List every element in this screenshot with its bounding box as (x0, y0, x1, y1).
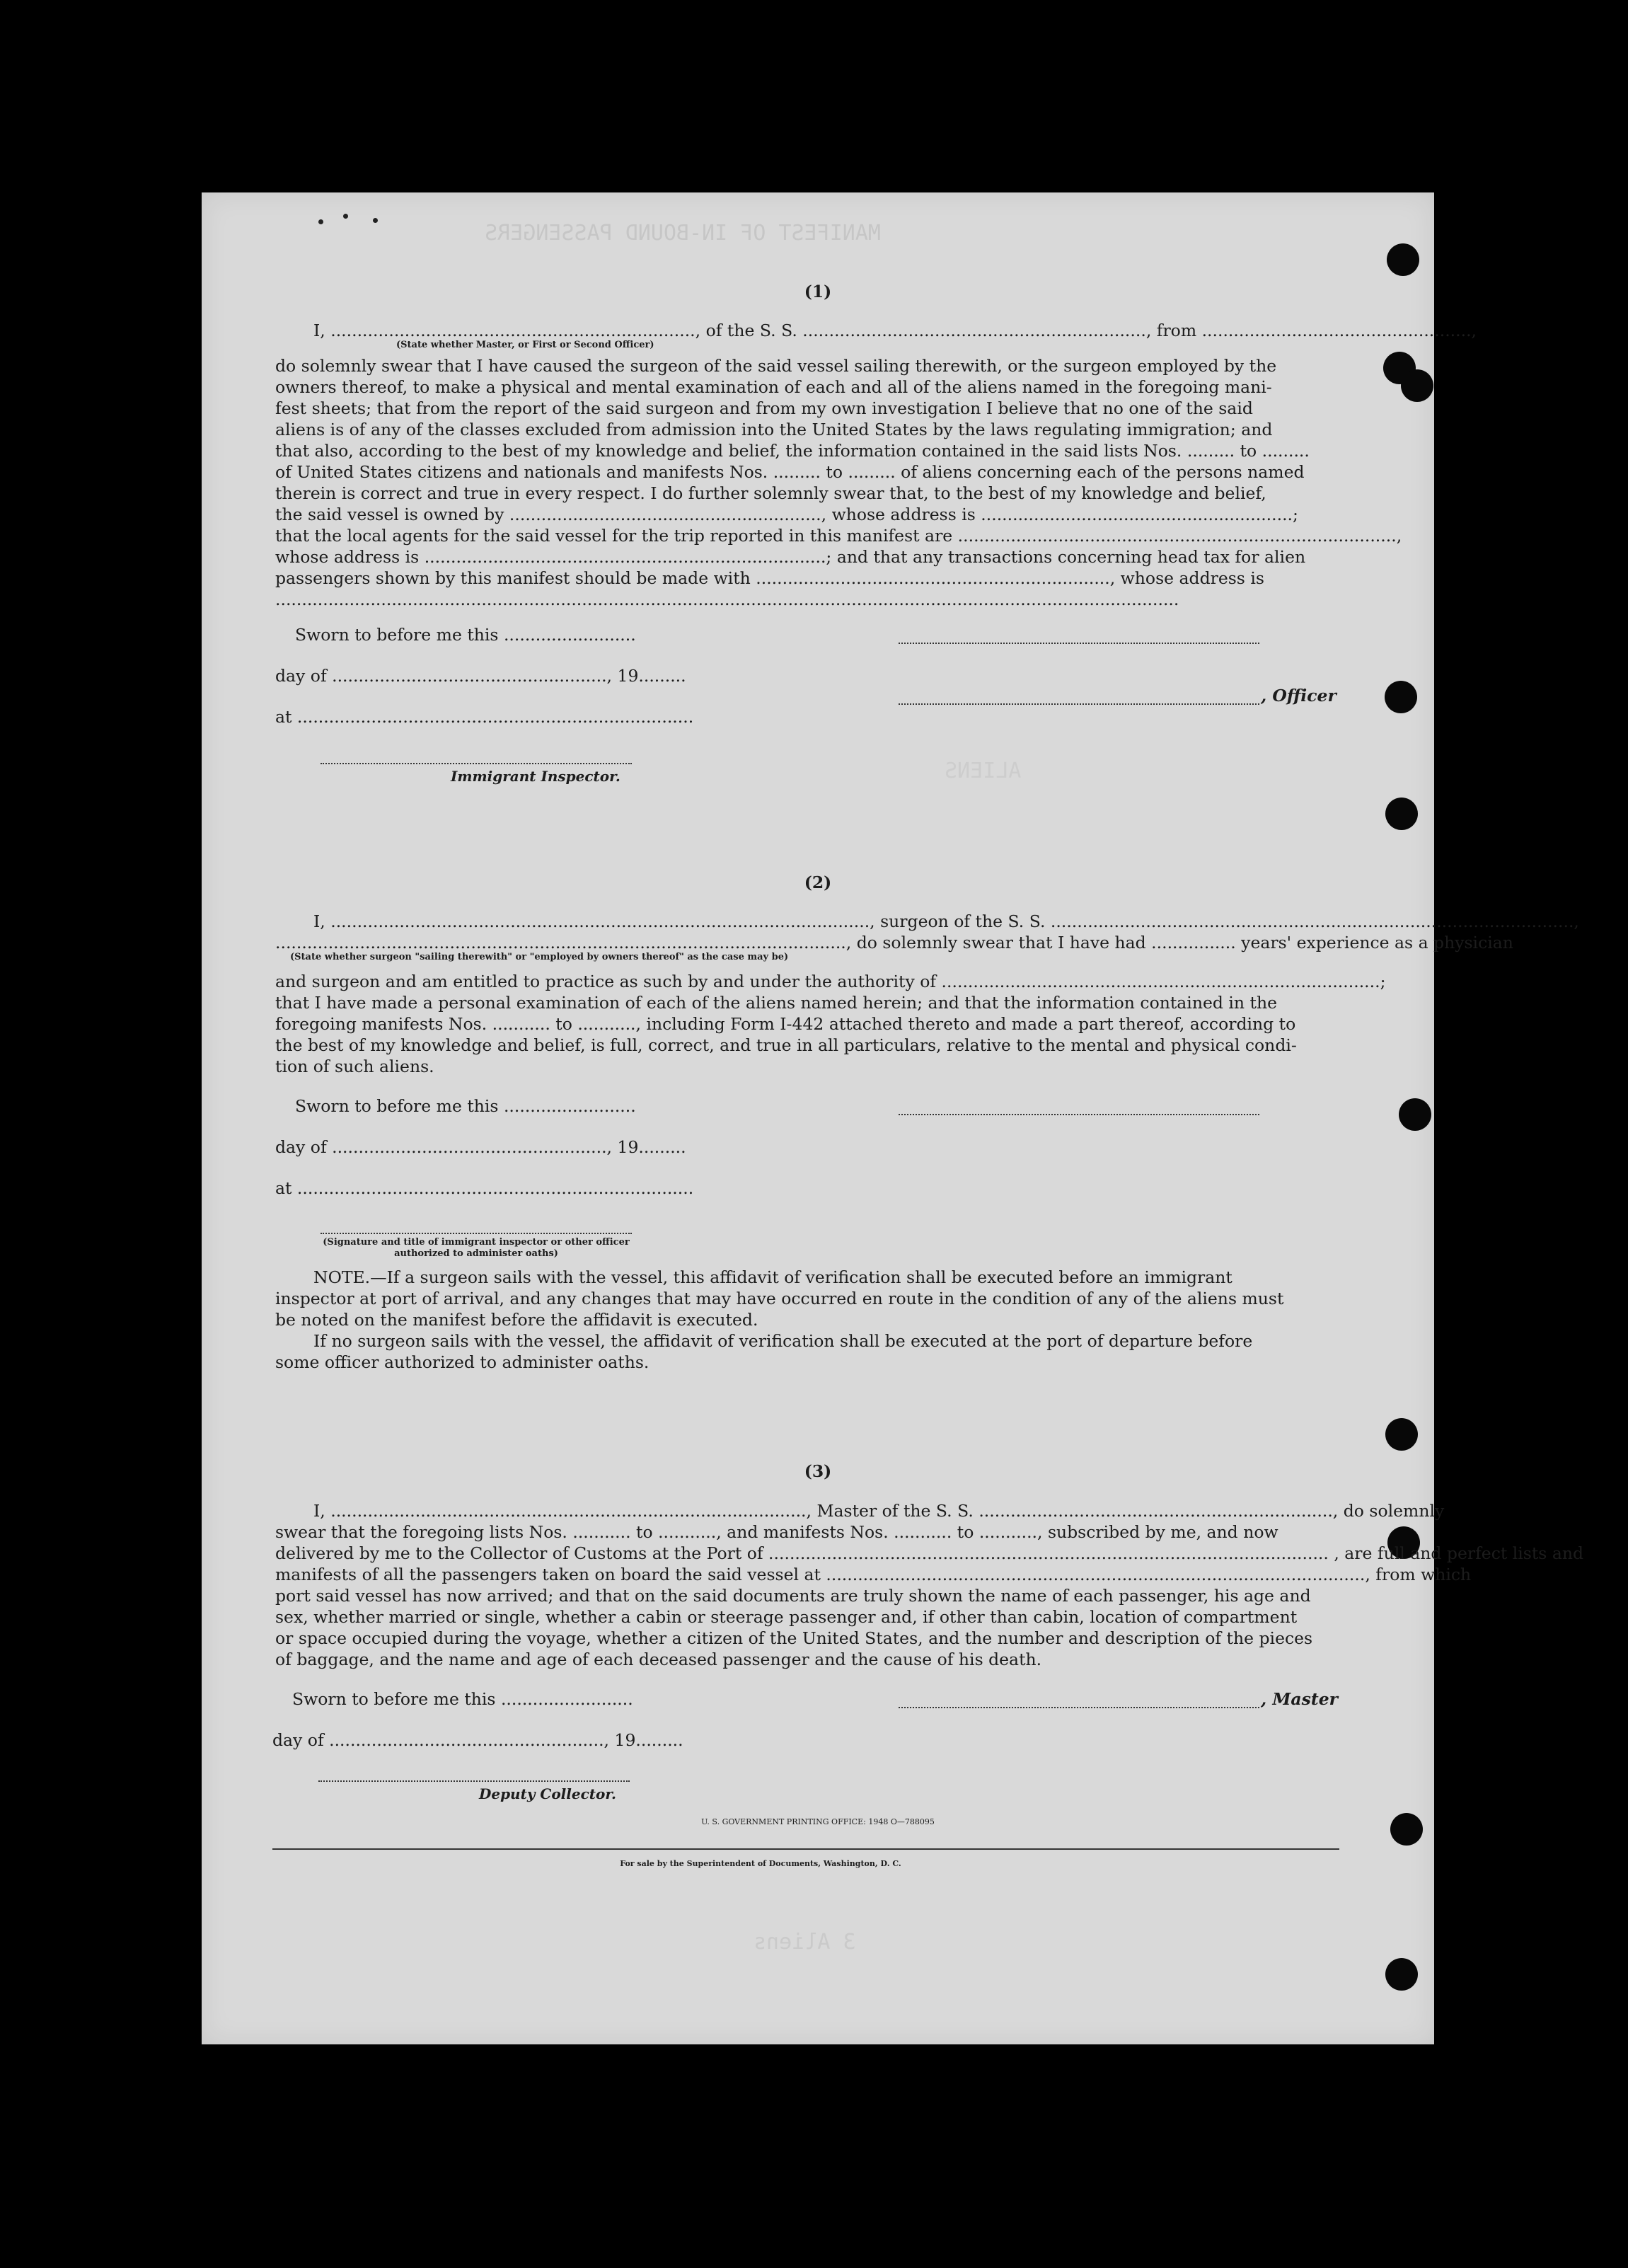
section-1-line: aliens is of any of the classes excluded from admission into the United States by the laws regulating immigration; and (275, 420, 1273, 439)
section-2-line: that I have made a personal examination of each of the aliens named herein; and that the information contained in the (275, 993, 1277, 1013)
note-line: be noted on the manifest before the affidavit is executed. (275, 1310, 758, 1330)
day-line: day of ...................................................., 19......... (272, 1730, 683, 1750)
sworn-line: Sworn to before me this ......................... (292, 1689, 633, 1709)
officer-signature-line (899, 703, 1259, 705)
note-line: NOTE.—If a surgeon sails with the vessel, this affidavit of verification shall be executed before an immigrant (313, 1267, 1232, 1287)
section-1-line: whose address is ............................................................................; and that any transactions concerning head tax for alien (275, 547, 1306, 567)
at-line: at ........................................................................... (275, 1178, 694, 1198)
section-1-line: fest sheets; that from the report of the said surgeon and from my own investigation I believe that no one of the said (275, 398, 1253, 418)
punch-hole (1387, 243, 1419, 276)
bleed-through-text: 3 Aliens (754, 1930, 856, 1955)
day-line: day of ...................................................., 19......... (275, 666, 686, 686)
section-3-number: (3) (804, 1461, 832, 1481)
section-3-line: delivered by me to the Collector of Customs at the Port of .......................................................................................................... , are full and perfect lists and (275, 1543, 1584, 1563)
section-1-line: I, ....................................................................., of the S. S. ................................................................., from ..................................................., (313, 321, 1477, 340)
section-1-line: passengers shown by this manifest should be made with ..................................................................., whose address is (275, 568, 1264, 588)
signature-line (899, 643, 1259, 644)
punch-hole (1385, 681, 1417, 713)
section-2-line: tion of such aliens. (275, 1057, 434, 1076)
surgeon-signature-line (899, 1114, 1259, 1115)
inspector-signature-line (321, 1233, 632, 1234)
punch-hole (1399, 1098, 1431, 1131)
collector-signature-line (318, 1780, 630, 1782)
note-line: inspector at port of arrival, and any changes that may have occurred en route in the condition of any of the aliens must (275, 1289, 1284, 1308)
section-2-line: I, ......................................................................................................, surgeon of the S. S. ..................................................................................................., (313, 911, 1579, 931)
master-signature-line (899, 1707, 1259, 1708)
bleed-through-text: ALIENS (945, 759, 1022, 783)
sworn-line: Sworn to before me this ......................... (295, 625, 636, 645)
day-line: day of ...................................................., 19......... (275, 1137, 686, 1157)
inspector-caption: Immigrant Inspector. (451, 768, 620, 785)
ink-speck (343, 214, 348, 219)
section-1-line: do solemnly swear that I have caused the surgeon of the said vessel sailing therewith, or the surgeon employed by the (275, 356, 1277, 376)
section-3-line: port said vessel has now arrived; and that on the said documents are truly shown the name of each passenger, his age and (275, 1586, 1311, 1606)
section-3-line: of baggage, and the name and age of each deceased passenger and the cause of his death. (275, 1650, 1042, 1669)
punch-hole (1401, 369, 1433, 402)
section-2-line: foregoing manifests Nos. ........... to ..........., including Form I-442 attached thereto and made a part thereof, according to (275, 1014, 1296, 1034)
section-1-line: that the local agents for the said vessel for the trip reported in this manifest are ..................................................................................., (275, 526, 1402, 546)
section-1-line: therein is correct and true in every respect. I do further solemnly swear that, to the best of my knowledge and belief, (275, 483, 1266, 503)
note-line: If no surgeon sails with the vessel, the affidavit of verification shall be executed at the port of departure before (313, 1331, 1253, 1351)
section-3-line: or space occupied during the voyage, whether a citizen of the United States, and the number and description of the pieces (275, 1628, 1313, 1648)
section-2-line: the best of my knowledge and belief, is full, correct, and true in all particulars, relative to the mental and physical condi- (275, 1035, 1297, 1055)
punch-hole (1385, 1418, 1418, 1451)
printing-office-imprint: U. S. GOVERNMENT PRINTING OFFICE: 1948 O—788095 (701, 1817, 935, 1826)
inspector-signature-line (321, 763, 632, 764)
section-3-line: swear that the foregoing lists Nos. ........... to ..........., and manifests Nos. ........... to ..........., subscribed by me, and now (275, 1522, 1278, 1542)
master-caption-label: , Master (1261, 1689, 1339, 1709)
section-1-line: of United States citizens and nationals and manifests Nos. ......... to ......... of aliens concerning each of the persons named (275, 462, 1305, 482)
note-line: some officer authorized to administer oaths. (275, 1352, 650, 1372)
section-3-line: sex, whether married or single, whether a cabin or steerage passenger and, if other than cabin, location of compartment (275, 1607, 1298, 1627)
inspector-caption: (Signature and title of immigrant inspector or other officer authorized to administer oaths) (323, 1237, 630, 1259)
ink-speck (318, 219, 323, 224)
punch-hole (1385, 1958, 1418, 1991)
section-1-number: (1) (804, 282, 832, 301)
ink-speck (373, 218, 378, 223)
section-2-line: and surgeon and am entitled to practice as such by and under the authority of ...................................................................................; (275, 972, 1386, 991)
section-3-line: manifests of all the passengers taken on board the said vessel at ......................................................................................................, from which (275, 1565, 1472, 1584)
section-1-line: that also, according to the best of my knowledge and belief, the information contained in the said lists Nos. ......... to ......... (275, 441, 1310, 461)
section-1-line: owners thereof, to make a physical and mental examination of each and all of the aliens named in the foregoing mani- (275, 377, 1272, 397)
section-1-line: ........................................................................................................................................................................... (275, 589, 1179, 609)
sworn-line: Sworn to before me this ......................... (295, 1096, 636, 1116)
punch-hole (1385, 798, 1418, 830)
at-line: at ........................................................................... (275, 707, 694, 727)
officer-caption: (State whether Master, or First or Second Officer) (396, 340, 654, 350)
document-sheet (202, 192, 1584, 2044)
for-sale-notice: For sale by the Superintendent of Documents, Washington, D. C. (620, 1859, 901, 1868)
collector-caption: Deputy Collector. (479, 1785, 617, 1802)
footer-rule (272, 1848, 1339, 1850)
section-3-line: I, .........................................................................................., Master of the S. S. ..................................................................., do solemnly (313, 1501, 1445, 1521)
bleed-through-text: MANIFEST OF IN-BOUND PASSENGERS (485, 221, 881, 246)
surgeon-caption: (State whether surgeon "sailing therewith" or "employed by owners thereof" as the case may be) (290, 952, 789, 962)
section-2-line: ............................................................................................................, do solemnly swear that I have had ................ years' experience as a physician (275, 933, 1513, 952)
section-2-number: (2) (804, 873, 832, 892)
officer-caption-label: , Officer (1261, 686, 1337, 706)
section-1-line: the said vessel is owned by ..........................................................., whose address is ...........................................................; (275, 505, 1298, 524)
